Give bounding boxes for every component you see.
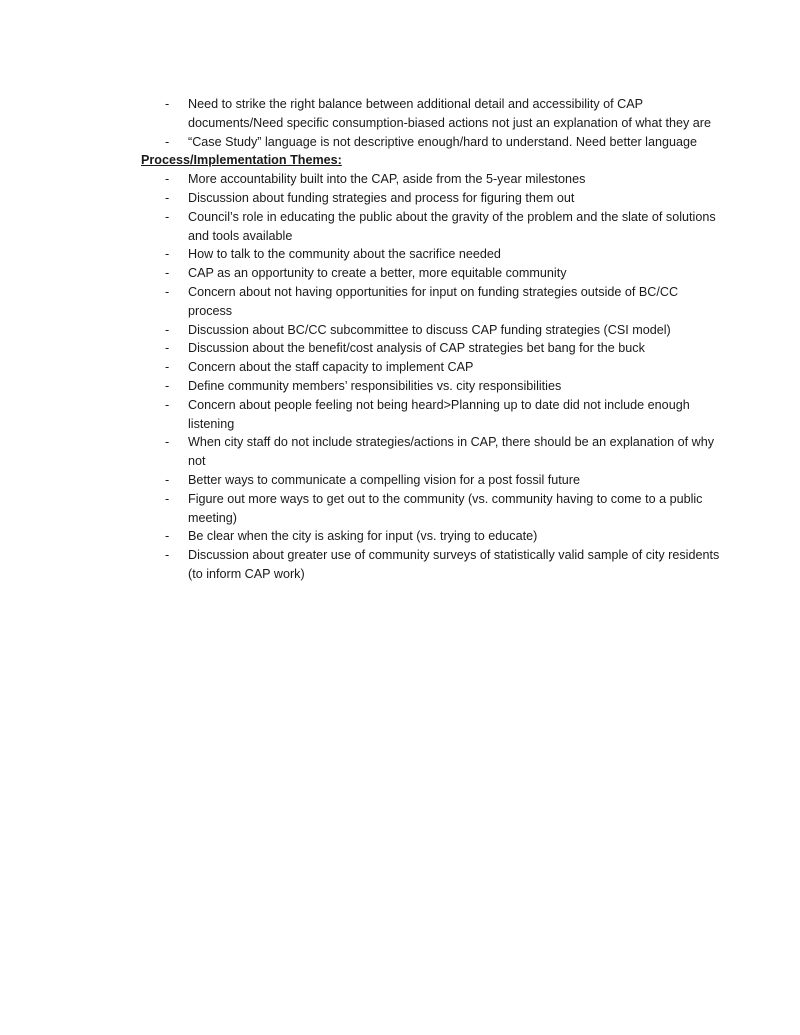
list-item [141,95,721,133]
bullet-dash: - [165,472,170,487]
list-item [141,245,721,264]
list-item [141,471,721,490]
bullet-dash: - [165,247,170,262]
list-item [141,133,721,152]
intro-list [141,95,721,151]
list-item-text: Define community members’ responsibilities vs. city responsibilities [188,378,562,393]
bullet-dash: - [165,134,170,149]
process-themes-list [141,170,721,584]
list-item [141,264,721,283]
list-item [141,339,721,358]
bullet-dash: - [165,322,170,337]
bullet-dash: - [165,172,170,187]
list-item [141,358,721,377]
bullet-dash: - [165,97,170,111]
list-item [141,433,721,471]
bullet-dash: - [165,435,170,450]
list-item-text: CAP as an opportunity to create a better, more equitable community [188,266,567,281]
list-item [141,208,721,246]
bullet-dash: - [165,548,170,563]
bullet-dash: - [165,360,170,375]
section-heading: Process/Implementation Themes: [141,153,342,168]
list-item [141,321,721,340]
bullet-dash: - [165,209,170,224]
list-item-text: Concern about not having opportunities for input on funding strategies outside of BC/CC process [188,284,679,318]
document-body [141,95,721,584]
bullet-dash: - [165,284,170,299]
list-item [141,377,721,396]
list-item [141,283,721,321]
list-item [141,396,721,434]
list-item-text: Discussion about greater use of community surveys of statistically valid sample of city residents (to inform CAP work) [188,548,720,581]
list-item [141,189,721,208]
list-item [141,546,721,584]
list-item [141,490,721,528]
bullet-dash: - [165,397,170,412]
list-item-text: How to talk to the community about the sacrifice needed [188,247,501,262]
bullet-dash: - [165,190,170,205]
list-item-text: Discussion about funding strategies and process for figuring them out [188,190,575,205]
list-item-text: Discussion about the benefit/cost analysis of CAP strategies bet bang for the buck [188,341,645,356]
list-item [141,527,721,546]
list-item-text: Figure out more ways to get out to the community (vs. community having to come to a public meeting) [188,491,703,525]
list-item-text: Concern about people feeling not being heard>Planning up to date did not include enough listening [188,397,690,431]
list-item-text: “Case Study” language is not descriptive enough/hard to understand. Need better language [188,134,697,149]
list-item-text: Need to strike the right balance between additional detail and accessibility of CAP documents/Need specific consumption-biased actions not just an explanation of what they are [188,97,711,130]
list-item-text: Discussion about BC/CC subcommittee to discuss CAP funding strategies (CSI model) [188,322,671,337]
bullet-dash: - [165,529,170,544]
list-item-text: Better ways to communicate a compelling vision for a post fossil future [188,472,580,487]
bullet-dash: - [165,378,170,393]
list-item [141,170,721,189]
bullet-dash: - [165,341,170,356]
list-item-text: Concern about the staff capacity to implement CAP [188,360,474,375]
bullet-dash: - [165,266,170,281]
list-item-text: Be clear when the city is asking for input (vs. trying to educate) [188,529,538,544]
list-item-text: When city staff do not include strategies/actions in CAP, there should be an explanation of why not [188,435,714,469]
list-item-text: Council’s role in educating the public about the gravity of the problem and the slate of solutions and tools available [188,209,716,243]
list-item-text: More accountability built into the CAP, aside from the 5-year milestones [188,172,586,187]
bullet-dash: - [165,491,170,506]
